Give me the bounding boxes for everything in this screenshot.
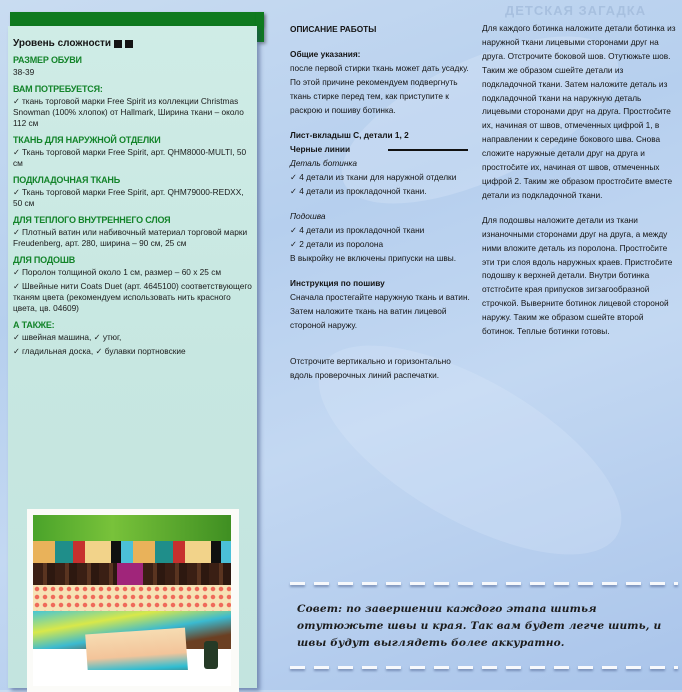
item-text: 4 детали из прокладочной ткани. [299,186,427,196]
item-text: швейная машина, ✓ утюг, [21,332,122,342]
tip-text: по завершении каждого этапа шитья отутюжьте швы и края. Так вам будет легче шить, и швы будут выглядеть более аккуратно. [297,603,662,649]
section-you-need [13,84,255,129]
difficulty-square-icon [114,40,122,48]
difficulty-label: Уровень сложности [13,38,112,49]
section-also [13,320,255,357]
work-description-column [290,22,470,382]
checkmark-icon: ✓ [13,267,20,277]
section-heading: ТКАНЬ ДЛЯ НАРУЖНОЙ ОТДЕЛКИ [13,135,161,145]
fabric-photo [27,509,239,692]
seam-allowance-note: В выкройку не включены припуски на швы. [290,253,457,263]
faded-watermark: ДЕТСКАЯ ЗАГАДКА [505,3,647,18]
section-warm-layer [13,215,255,249]
sewing-instructions-text: Сначала простегайте наружную ткань и ватин. Затем наложите ткань на ватин лицевой стороной наружу. [290,292,470,330]
list-item [290,170,470,184]
checkmark-icon: ✓ [13,227,20,237]
general-instructions-text: после первой стирки ткань может дать усадку. По этой причине рекомендуем подвергнуть ткань стирке перед тем, как приступите к раскрою и пошиву ботинка. [290,63,469,115]
sewing-tip [297,601,679,652]
section-heading: ВАМ ПОТРЕБУЕТСЯ: [13,84,103,94]
list-item [13,281,255,314]
boot-assembly-paragraph: Для каждого ботинка наложите детали ботинка из наружной ткани лицевыми сторонами друг на друга. Отстрочите боковой шов. Отутюжьте шов. Таким же образом сшейте детали из подкладочной ткани. Затем наложите деталь из подкладочной ткани на наружную деталь лицевыми сторонами друг на друга. Простročите их, начиная от швов, отмеченных цифрой 1, в направлении к середине бокового шва. Снова сложите наружные детали друг на друга и простročите их, начиная от швов, отмеченных цифрой 2. Таким же образом простročите вместе детали из подкладочной ткани. [482,23,676,200]
tip-label: Совет: [297,603,343,615]
section-heading: А ТАКЖЕ: [13,320,55,330]
materials-list [13,38,255,360]
checkmark-icon: ✓ [13,346,20,356]
list-item [13,346,255,357]
checkmark-icon: ✓ [290,172,300,182]
section-heading: ДЛЯ ТЕПЛОГО ВНУТРЕННЕГО СЛОЯ [13,215,171,225]
stitch-divider-top [290,582,678,585]
sole-assembly-paragraph: Для подошвы наложите детали из ткани изнаночными сторонами друг на друга, а между ними вложите деталь из поролона. Простročите эти три слоя вдоль наружных краев. Пристročите подошву к верхней детали. Внутри ботинка отстročите края припусков зигзагообразной строчкой. Выверните ботинок лицевой стороной наружу. Таким же образом сшейте второй ботинок. Теплые ботинки готовы. [482,214,673,337]
section-lining-fabric [13,175,255,209]
section-shoe-size [13,55,255,78]
boot-part-label: Деталь ботинка [290,158,357,168]
checkmark-icon: ✓ [13,332,20,342]
list-item [13,96,255,129]
materials-panel [8,12,257,679]
sewing-instructions-heading: Инструкция по пошиву [290,278,385,288]
item-text: Швейные нити Coats Duet (арт. 4645100) соответствующего тканям цвета (рекомендуем использовать нить красного цвета, цв. 04609) [13,281,252,313]
item-text: 4 детали из прокладочной ткани [299,225,425,235]
work-description-title: ОПИСАНИЕ РАБОТЫ [290,24,377,34]
checkmark-icon: ✓ [13,96,20,106]
checkmark-icon: ✓ [13,281,20,291]
pattern-sheet-heading: Лист-вкладыш С, детали 1, 2 [290,130,409,140]
item-text: Ткань торговой марки Free Spirit, арт. QHM79000-REDXX, 50 см [13,187,244,208]
fabric-photo-image [33,515,231,686]
assembly-column [482,22,677,339]
stitch-instructions-text: Отстрочите вертикально и горизонтально вдоль проверочных линий распечатки. [290,356,451,380]
general-instructions-heading: Общие указания: [290,49,361,59]
list-item [290,223,470,237]
list-item [13,267,255,278]
list-item [290,237,470,251]
black-lines-legend [290,142,470,156]
checkmark-icon: ✓ [290,186,300,196]
item-text: гладильная доска, ✓ булавки портновские [21,346,186,356]
section-soles [13,255,255,314]
list-item [13,227,255,249]
green-frame-top [10,12,262,26]
black-lines-label: Черные линии [290,144,351,154]
difficulty-square-icon [125,40,133,48]
item-text: Ткань торговой марки Free Spirit, арт. QHM8000-MULTI, 50 см [13,147,247,168]
checkmark-icon: ✓ [13,187,20,197]
item-text: ткань торговой марки Free Spirit из коллекции Christmas Snowman (100% хлопок) от Hallmark, Ширина ткани – около 112 см [13,96,244,128]
section-heading: РАЗМЕР ОБУВИ [13,55,82,65]
item-text: Плотный ватин или набивочный материал торговой марки Freudenberg, арт. 280, ширина – 90 см, 25 см [13,227,248,248]
black-line-sample [388,149,468,151]
list-item [13,147,255,169]
section-text: 38-39 [13,67,35,77]
list-item [290,184,470,198]
difficulty-rating [13,38,255,49]
item-text: 4 детали из ткани для наружной отделки [299,172,457,182]
sole-label: Подошва [290,211,326,221]
green-frame-corner [256,12,264,42]
checkmark-icon: ✓ [290,225,300,235]
stitch-divider-bottom [290,666,678,669]
checkmark-icon: ✓ [290,239,300,249]
section-heading: ПОДКЛАДОЧНАЯ ТКАНЬ [13,175,120,185]
item-text: Поролон толщиной около 1 см, размер – 60 x 25 см [21,267,222,277]
section-heading: ДЛЯ ПОДОШВ [13,255,76,265]
materials-box [8,26,257,688]
checkmark-icon: ✓ [13,147,20,157]
list-item [13,332,255,343]
list-item [13,187,255,209]
item-text: 2 детали из поролона [299,239,384,249]
section-outer-fabric [13,135,255,169]
